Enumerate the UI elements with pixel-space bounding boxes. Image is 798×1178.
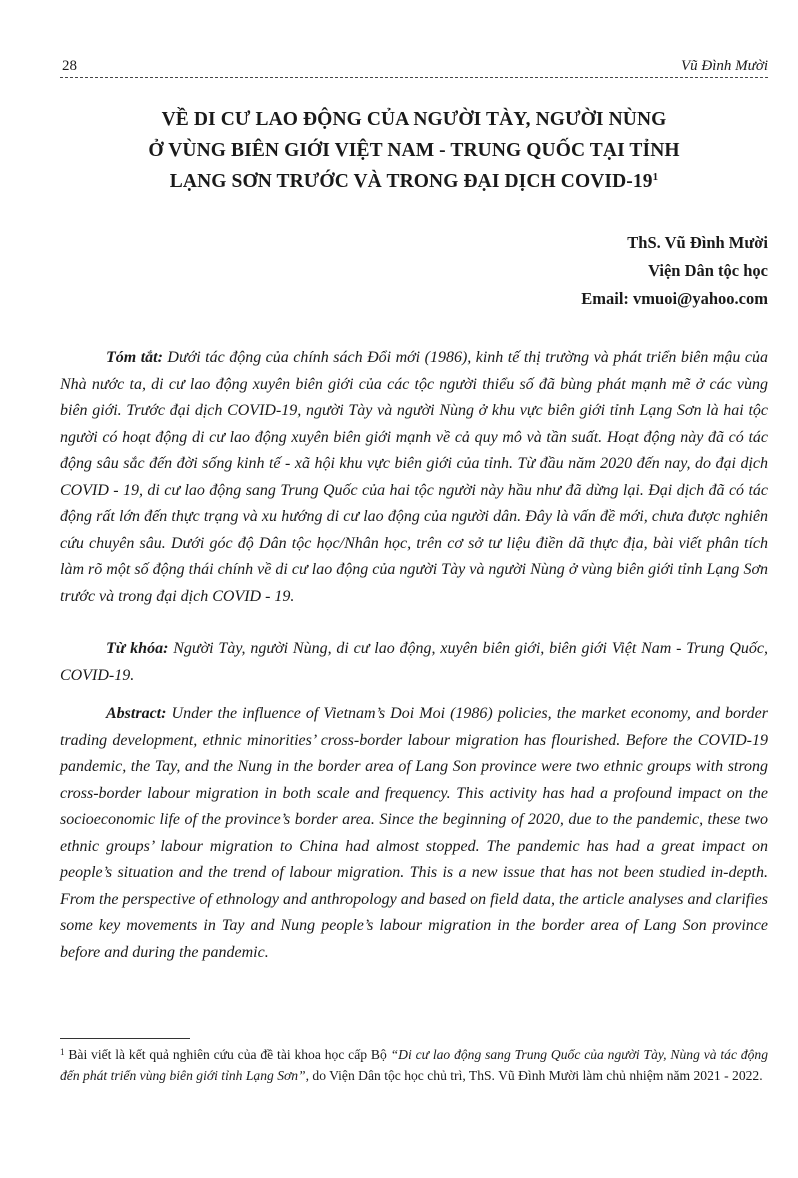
keywords-vi-text: Người Tày, người Nùng, di cư lao động, xuyên biên giới, biên giới Việt Nam - Trung Quốc, COVID-19. bbox=[60, 640, 769, 684]
title-line-3-text: LẠNG SƠN TRƯỚC VÀ TRONG ĐẠI DỊCH COVID-19 bbox=[169, 171, 653, 192]
footnote-divider bbox=[60, 1038, 190, 1039]
footnote-marker: 1 bbox=[60, 1047, 65, 1057]
abstract-vi-label: Tóm tắt: bbox=[106, 349, 163, 366]
author-block bbox=[581, 229, 768, 313]
title-line-2: Ở VÙNG BIÊN GIỚI VIỆT NAM - TRUNG QUỐC TẠI TỈNH bbox=[148, 140, 680, 161]
author-name: ThS. Vũ Đình Mười bbox=[627, 233, 768, 252]
title-footnote-marker[interactable]: 1 bbox=[652, 171, 659, 183]
article-title bbox=[60, 104, 768, 197]
abstract-english bbox=[60, 701, 768, 966]
abstract-vietnamese bbox=[60, 345, 768, 610]
footnote bbox=[60, 1044, 768, 1086]
footnote-text-after: , do Viện Dân tộc học chủ trì, ThS. Vũ Đình Mười làm chủ nhiệm năm 2021 - 2022. bbox=[305, 1068, 763, 1083]
abstract-vi-text: Dưới tác động của chính sách Đổi mới (1986), kinh tế thị trường và phát triển biên mậu của Nhà nước ta, di cư lao động xuyên biên giới của các tộc người thiểu số đã bùng phát mạnh mẽ ở các vùng biên giới. Trước đại dịch COVID-19, người Tày và người Nùng ở khu vực biên giới tỉnh Lạng Sơn là hai tộc người có hoạt động di cư lao động xuyên biên giới mạnh về cả quy mô và tần suất. Hoạt động này đã có tác động sâu sắc đến đời sống kinh tế - xã hội khu vực biên giới của tỉnh. Từ đầu năm 2020 đến nay, do đại dịch COVID - 19, di cư lao động sang Trung Quốc của hai tộc người này hầu như đã dừng lại. Đại dịch đã có tác động rất lớn đến thực trạng và xu hướng di cư lao động của người dân. Đây là vấn đề mới, chưa được nghiên cứu chuyên sâu. Dưới góc độ Dân tộc học/Nhân học, trên cơ sở tư liệu điền dã thực địa, bài viết phân tích làm rõ một số động thái chính về di cư lao động của người Tày và người Nùng ở vùng biên giới tỉnh Lạng Sơn trước và trong đại dịch COVID - 19. bbox=[60, 349, 768, 605]
footnote-text-before: Bài viết là kết quả nghiên cứu của đề tài khoa học cấp Bộ bbox=[68, 1047, 387, 1062]
title-line-1: VỀ DI CƯ LAO ĐỘNG CỦA NGƯỜI TÀY, NGƯỜI NÙNG bbox=[161, 109, 667, 130]
abstract-en-label: Abstract: bbox=[106, 705, 167, 722]
footnote-quoted-title: “Di cư lao động sang Trung Quốc của người Tày, Nùng và tác động đến phát triển vùng biên giới tỉnh Lạng Sơn” bbox=[60, 1047, 768, 1083]
author-email: Email: vmuoi@yahoo.com bbox=[581, 289, 768, 308]
title-line-3 bbox=[60, 166, 768, 197]
keywords-vi-label: Từ khóa: bbox=[106, 640, 169, 657]
header-divider bbox=[60, 77, 768, 78]
author-affiliation: Viện Dân tộc học bbox=[648, 261, 768, 280]
abstract-en-text: Under the influence of Vietnam’s Doi Moi (1986) policies, the market economy, and border trading development, ethnic minorities’ cross-border labour migration has flourished. Before the COVID-19 pandemic, the Tay, and the Nung in the border area of Lang Son province were two ethnic groups with strong cross-border labour migration in both scale and frequency. This activity has had a profound impact on the socioeconomic life of the province’s border area. Since the beginning of 2020, due to the pandemic, these two ethnic groups’ labour migration to China had almost stopped. The pandemic has had a great impact on people’s situation and the trend of labour migration. This is a new issue that has not been studied in-depth. From the perspective of ethnology and anthropology and based on field data, the article analyses and clarifies some key movements in Tay and Nung people’s labour migration in the border area of Lang Son province before and during the pandemic. bbox=[60, 705, 769, 961]
running-author: Vũ Đình Mười bbox=[680, 58, 768, 74]
page-number: 28 bbox=[62, 58, 77, 74]
keywords-vietnamese bbox=[60, 636, 768, 689]
